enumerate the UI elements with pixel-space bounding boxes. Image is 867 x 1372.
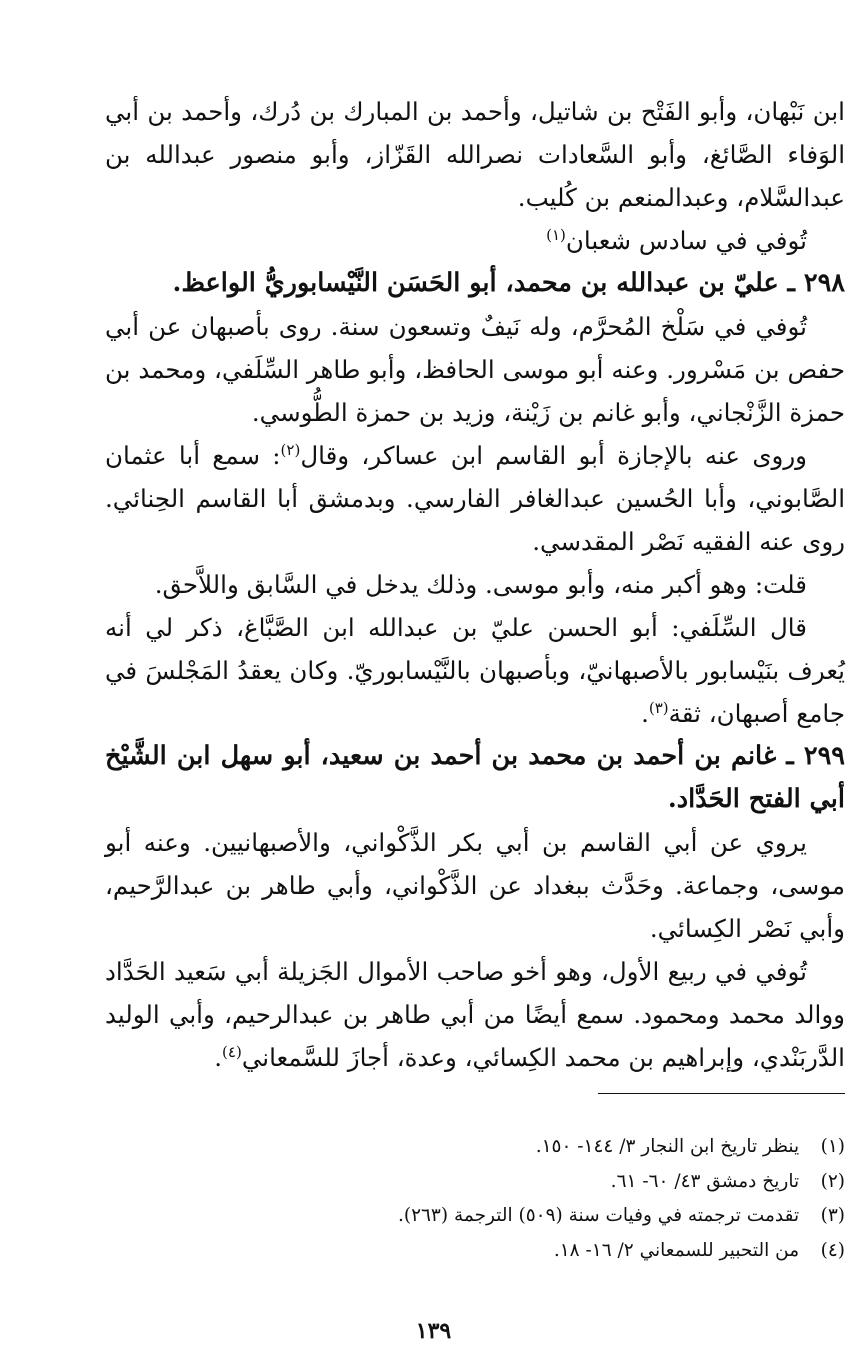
heading-text: ٢٩٨ ـ عليّ بن عبدالله بن محمد، أبو الحَسَن النَّيْسابوريُّ الواعظ. bbox=[172, 268, 845, 298]
footnote-number: (٢) bbox=[820, 1170, 845, 1192]
paragraph bbox=[105, 606, 845, 735]
paragraph bbox=[105, 563, 845, 606]
paragraph-text-continued: . bbox=[641, 699, 649, 728]
paragraph-text-continued: : سمع أبا عثمان الصَّابوني، وأبا الحُسين عبدالغافر الفارسي. وبدمشق أبا القاسم الحِنائي. روى عنه الفقيه نَصْر المقدسي. bbox=[105, 441, 845, 556]
paragraph bbox=[105, 434, 845, 563]
paragraph bbox=[105, 305, 845, 434]
footnote-divider bbox=[598, 1093, 845, 1094]
paragraph-text: وروى عنه بالإجازة أبو القاسم ابن عساكر، وقال bbox=[300, 441, 807, 470]
paragraph bbox=[105, 821, 845, 950]
paragraph bbox=[105, 90, 845, 219]
paragraph bbox=[105, 219, 845, 262]
paragraph-text: ابن نَبْهان، وأبو الفَتْح بن شاتيل، وأحمد بن المبارك بن دُرك، وأحمد بن أبي الوَفاء الصَّائغ، وأبو السَّعادات نصرالله القَزّاز، وأبو منصور عبدالله بن عبدالسَّلام، وعبدالمنعم بن كُليب. bbox=[105, 97, 845, 212]
paragraph-text: قلت: وهو أكبر منه، وأبو موسى. وذلك يدخل في السَّابق واللاَّحق. bbox=[154, 570, 807, 599]
footnote-item bbox=[105, 1165, 845, 1200]
paragraph-text: تُوفي في سَلْخ المُحرَّم، وله نَيفٌ وتسعون سنة. روى بأصبهان عن أبي حفص بن مَسْرور. وعنه أبو موسى الحافظ، وأبو طاهر السِّلَفي، ومحمد بن حمزة الزَّنْجاني، وأبو غانم بن زَيْنة، وزيد بن حمزة الطُّوسي. bbox=[105, 312, 845, 427]
entry-heading-298 bbox=[105, 262, 845, 305]
footnote-text: تقدمت ترجمته في وفيات سنة (٥٠٩) الترجمة (٢٦٣). bbox=[397, 1205, 800, 1226]
paragraph-text: يروي عن أبي القاسم بن أبي بكر الذَّكْواني، والأصبهانيين. وعنه أبو موسى، وجماعة. وحَدَّث ببغداد عن الذَّكْواني، وأبي طاهر بن عبدالرَّحيم، وأبي نَصْر الكِسائي. bbox=[105, 828, 845, 943]
footnote-text: تاريخ دمشق ٤٣/ ٦٠- ٦١. bbox=[610, 1170, 800, 1192]
footnote-text: من التحبير للسمعاني ٢/ ١٦- ١٨. bbox=[553, 1239, 800, 1261]
footnote-ref[interactable]: (٢) bbox=[280, 440, 301, 459]
heading-text: ٢٩٩ ـ غانم بن أحمد بن محمد بن أحمد بن سعيد، أبو سهل ابن الشَّيْخ أبي الفتح الحَدَّاد. bbox=[105, 741, 845, 814]
footnote-item bbox=[105, 1234, 845, 1269]
entry-heading-299 bbox=[105, 735, 845, 821]
paragraph-text-continued: . bbox=[214, 1043, 223, 1072]
main-text bbox=[105, 90, 845, 1079]
page-number: ١٣٩ bbox=[415, 1318, 452, 1344]
paragraph bbox=[105, 950, 845, 1079]
footnote-number: (٤) bbox=[820, 1239, 845, 1261]
footnote-text: ينظر تاريخ ابن النجار ٣/ ١٤٤- ١٥٠. bbox=[535, 1136, 800, 1157]
footnotes bbox=[105, 1130, 845, 1268]
footnote-ref[interactable]: (٣) bbox=[648, 698, 669, 717]
footnote-item bbox=[105, 1199, 845, 1234]
footnote-number: (٣) bbox=[820, 1205, 845, 1226]
footnote-item bbox=[105, 1130, 845, 1165]
footnote-number: (١) bbox=[820, 1136, 845, 1157]
footnote-ref[interactable]: (١) bbox=[546, 225, 566, 244]
footnote-ref[interactable]: (٤) bbox=[222, 1042, 242, 1061]
paragraph-text: تُوفي في ربيع الأول، وهو أخو صاحب الأموال الجَزيلة أبي سَعيد الحَدَّاد ووالد محمد ومحمود. سمع أيضًا من أبي طاهر بن عبدالرحيم، وأبي الوليد الدَّربَنْدي، وإبراهيم بن محمد الكِسائي، وعدة، أجازَ للسَّمعاني bbox=[105, 957, 845, 1072]
paragraph-text: قال السِّلَفي: أبو الحسن عليّ بن عبدالله ابن الصَّبَّاغ، ذكر لي أنه يُعرف بنَيْسابور بالأصبهانيّ، وبأصبهان بالنَّيْسابوريّ. وكان يعقدُ المَجْلسَ في جامع أصبهان، ثقة bbox=[105, 613, 845, 728]
paragraph-text: تُوفي في سادس شعبان bbox=[565, 226, 807, 255]
